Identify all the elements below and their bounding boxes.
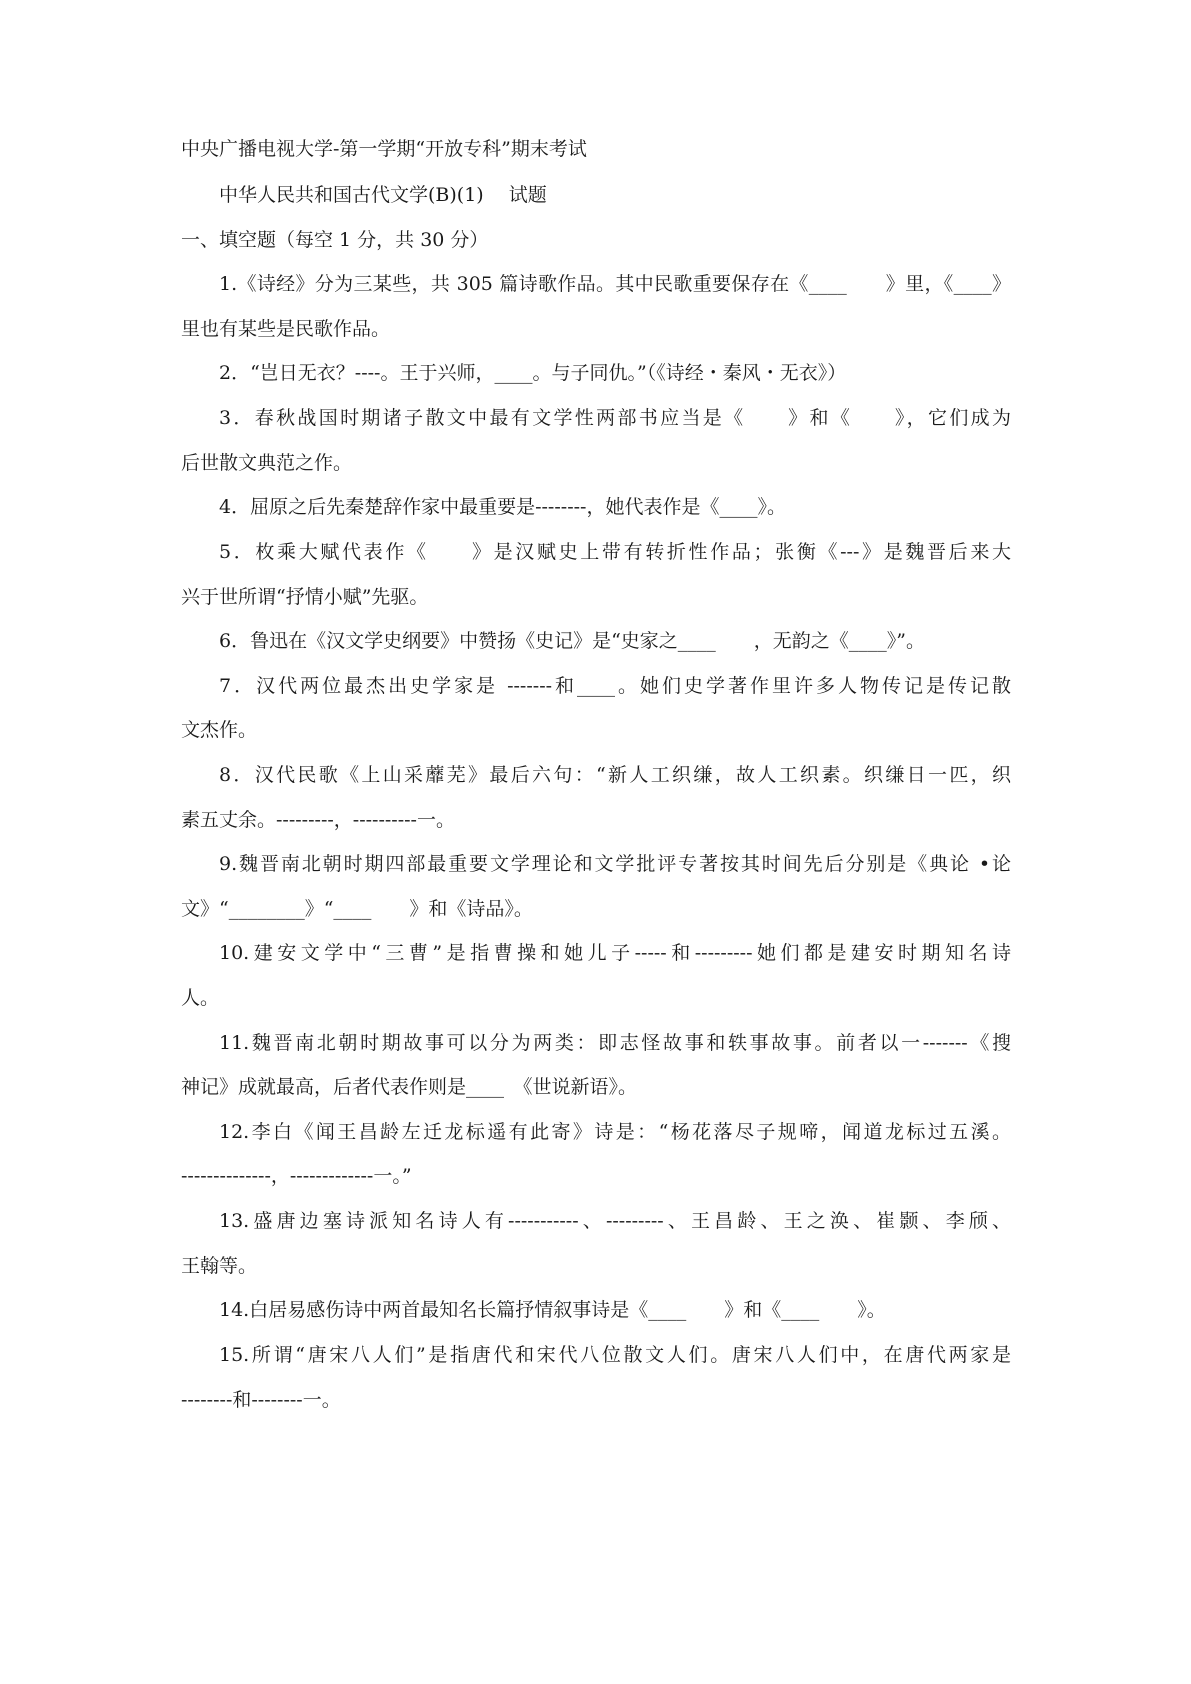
question-8-line-1: 8．汉代民歌《上山采蘼芜》最后六句：“新人工织缣，故人工织素。织缣日一匹，织 xyxy=(219,764,1011,786)
exam-subtitle: 中华人民共和国古代文学(B)(1) 试题 xyxy=(219,184,547,206)
question-11-line-1: 11.魏晋南北朝时期故事可以分为两类：即志怪故事和轶事故事。前者以一-------《搜 xyxy=(219,1032,1011,1054)
question-1-line-1: 1.《诗经》分为三某些，共 305 篇诗歌作品。其中民歌重要保存在《____ 》里，《____》 xyxy=(219,273,1011,295)
question-7-line-1: 7．汉代两位最杰出史学家是 -------和____。她们史学著作里许多人物传记是传记散 xyxy=(219,675,1011,697)
question-9-line-1: 9.魏晋南北朝时期四部最重要文学理论和文学批评专著按其时间先后分别是《典论 •论 xyxy=(219,853,1011,875)
question-14-line-1: 14.白居易感伤诗中两首最知名长篇抒情叙事诗是《____ 》和《____ 》。 xyxy=(219,1299,886,1321)
question-15-line-1: 15.所谓“唐宋八人们”是指唐代和宋代八位散文人们。唐宋八人们中，在唐代两家是 xyxy=(219,1344,1011,1366)
question-11-line-2: 神记》成就最高，后者代表作则是____ 《世说新语》。 xyxy=(181,1076,638,1098)
question-13-line-1: 13.盛唐边塞诗派知名诗人有-----------、---------、王昌龄、王之涣、崔颢、李颀、 xyxy=(219,1210,1011,1232)
question-7-line-2: 文杰作。 xyxy=(181,719,258,741)
question-3-line-1: 3．春秋战国时期诸子散文中最有文学性两部书应当是《 》和《 》，它们成为 xyxy=(219,407,1011,429)
question-5-line-1: 5．枚乘大赋代表作《 》是汉赋史上带有转折性作品；张衡《---》是魏晋后来大 xyxy=(219,541,1011,563)
question-13-line-2: 王翰等。 xyxy=(181,1255,258,1277)
question-3-line-2: 后世散文典范之作。 xyxy=(181,452,353,474)
question-15-line-2: --------和--------一。 xyxy=(181,1389,341,1411)
question-2-line-1: 2．“岂日无衣？----。王于兴师，____。与子同仇。”（《诗经・秦风・无衣》） xyxy=(219,362,847,384)
question-6-line-1: 6．鲁迅在《汉文学史纲要》中赞扬《史记》是“史家之____ ，无韵之《____》”。 xyxy=(219,630,926,652)
exam-title: 中央广播电视大学-第一学期“开放专科”期末考试 xyxy=(181,138,587,160)
question-9-line-2: 文》“________》“____ 》和《诗品》。 xyxy=(181,898,533,920)
question-10-line-2: 人。 xyxy=(181,987,220,1009)
question-4-line-1: 4．屈原之后先秦楚辞作家中最重要是--------，她代表作是《____》。 xyxy=(219,496,786,518)
question-12-line-1: 12.李白《闻王昌龄左迁龙标遥有此寄》诗是：“杨花落尽子规啼，闻道龙标过五溪。 xyxy=(219,1121,1011,1143)
question-1-line-2: 里也有某些是民歌作品。 xyxy=(181,318,391,340)
section-heading: 一、填空题（每空 1 分，共 30 分） xyxy=(181,229,489,251)
question-10-line-1: 10.建安文学中“三曹”是指曹操和她儿子-----和---------她们都是建安时期知名诗 xyxy=(219,942,1011,964)
question-12-line-2: --------------，-------------一。” xyxy=(181,1165,412,1187)
question-5-line-2: 兴于世所谓“抒情小赋”先驱。 xyxy=(181,586,429,608)
question-8-line-2: 素五丈余。---------，----------一。 xyxy=(181,809,455,831)
